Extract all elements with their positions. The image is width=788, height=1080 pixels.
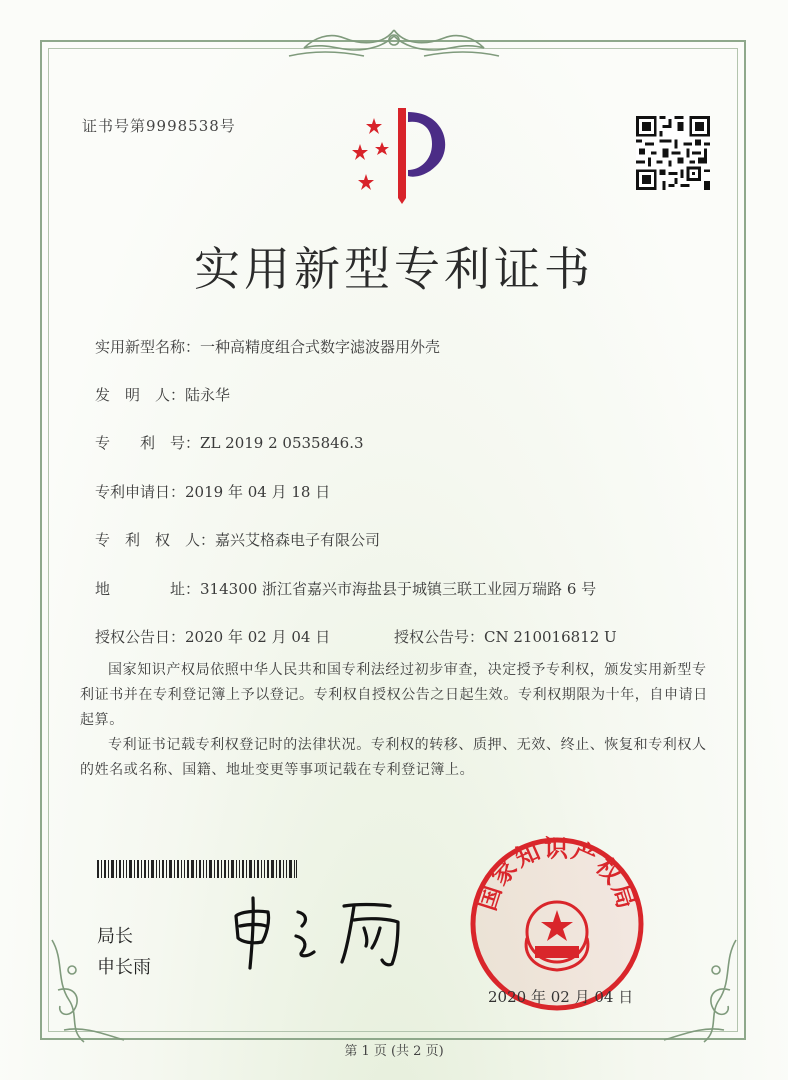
field-address bbox=[95, 578, 596, 599]
field-grant-date bbox=[95, 626, 330, 647]
field-patentee bbox=[95, 529, 380, 550]
field-application-date bbox=[95, 481, 330, 502]
field-patent-number bbox=[95, 432, 364, 453]
certificate-number: 证书号第9998538号 bbox=[82, 117, 236, 135]
field-label: 授权公告日： bbox=[95, 628, 186, 646]
signatory-role: 局长 bbox=[97, 926, 133, 947]
field-value: 314300 浙江省嘉兴市海盐县于城镇三联工业园万瑞路 6 号 bbox=[200, 580, 597, 598]
bottom-left-ornament bbox=[44, 930, 134, 1050]
top-ornament bbox=[284, 26, 504, 62]
field-utility-model-name bbox=[95, 336, 440, 357]
svg-text:国家知识产权局: 国家知识产权局 bbox=[473, 834, 641, 914]
field-label: 专利申请日： bbox=[95, 483, 186, 501]
field-value: ZL 2019 2 0535846.3 bbox=[200, 434, 364, 452]
barcode bbox=[97, 860, 297, 878]
certificate-body bbox=[80, 658, 712, 783]
field-value: 嘉兴艾格森电子有限公司 bbox=[215, 531, 381, 549]
field-label: 专 利 权 人： bbox=[95, 531, 216, 549]
field-inventor bbox=[95, 384, 230, 405]
field-label: 发 明 人： bbox=[95, 386, 186, 404]
bottom-right-ornament bbox=[654, 930, 744, 1050]
field-grant-number bbox=[394, 626, 617, 647]
field-label: 专 利 号： bbox=[95, 434, 201, 452]
field-value: 一种高精度组合式数字滤波器用外壳 bbox=[200, 338, 441, 356]
qr-code bbox=[636, 114, 710, 192]
field-label: 实用新型名称： bbox=[95, 338, 201, 356]
field-label: 授权公告号： bbox=[394, 628, 485, 646]
field-value: 2019 年 04 月 18 日 bbox=[185, 483, 331, 501]
signatory-name: 申长雨 bbox=[97, 957, 151, 978]
field-value: CN 210016812 U bbox=[484, 628, 617, 646]
certificate-title: 实用新型专利证书 bbox=[194, 242, 594, 296]
seal-date: 2020 年 02 月 04 日 bbox=[488, 988, 634, 1006]
field-value: 2020 年 02 月 04 日 bbox=[185, 628, 331, 646]
handwritten-signature bbox=[226, 892, 426, 972]
field-label: 地 址： bbox=[95, 580, 201, 598]
page-number: 第 1 页 (共 2 页) bbox=[344, 1044, 444, 1059]
cnipa-logo-icon bbox=[336, 100, 466, 208]
field-value: 陆永华 bbox=[185, 386, 231, 404]
paragraph: 国家知识产权局依照中华人民共和国专利法经过初步审查，决定授予专利权，颁发实用新型专利证书并在专利登记簿上予以登记。专利权自授权公告之日起生效。专利权期限为十年，自申请日起算。 bbox=[80, 662, 708, 728]
paragraph: 专利证书记载专利权登记时的法律状况。专利权的转移、质押、无效、终止、恢复和专利权人的姓名或名称、国籍、地址变更等事项记载在专利登记簿上。 bbox=[80, 737, 707, 778]
